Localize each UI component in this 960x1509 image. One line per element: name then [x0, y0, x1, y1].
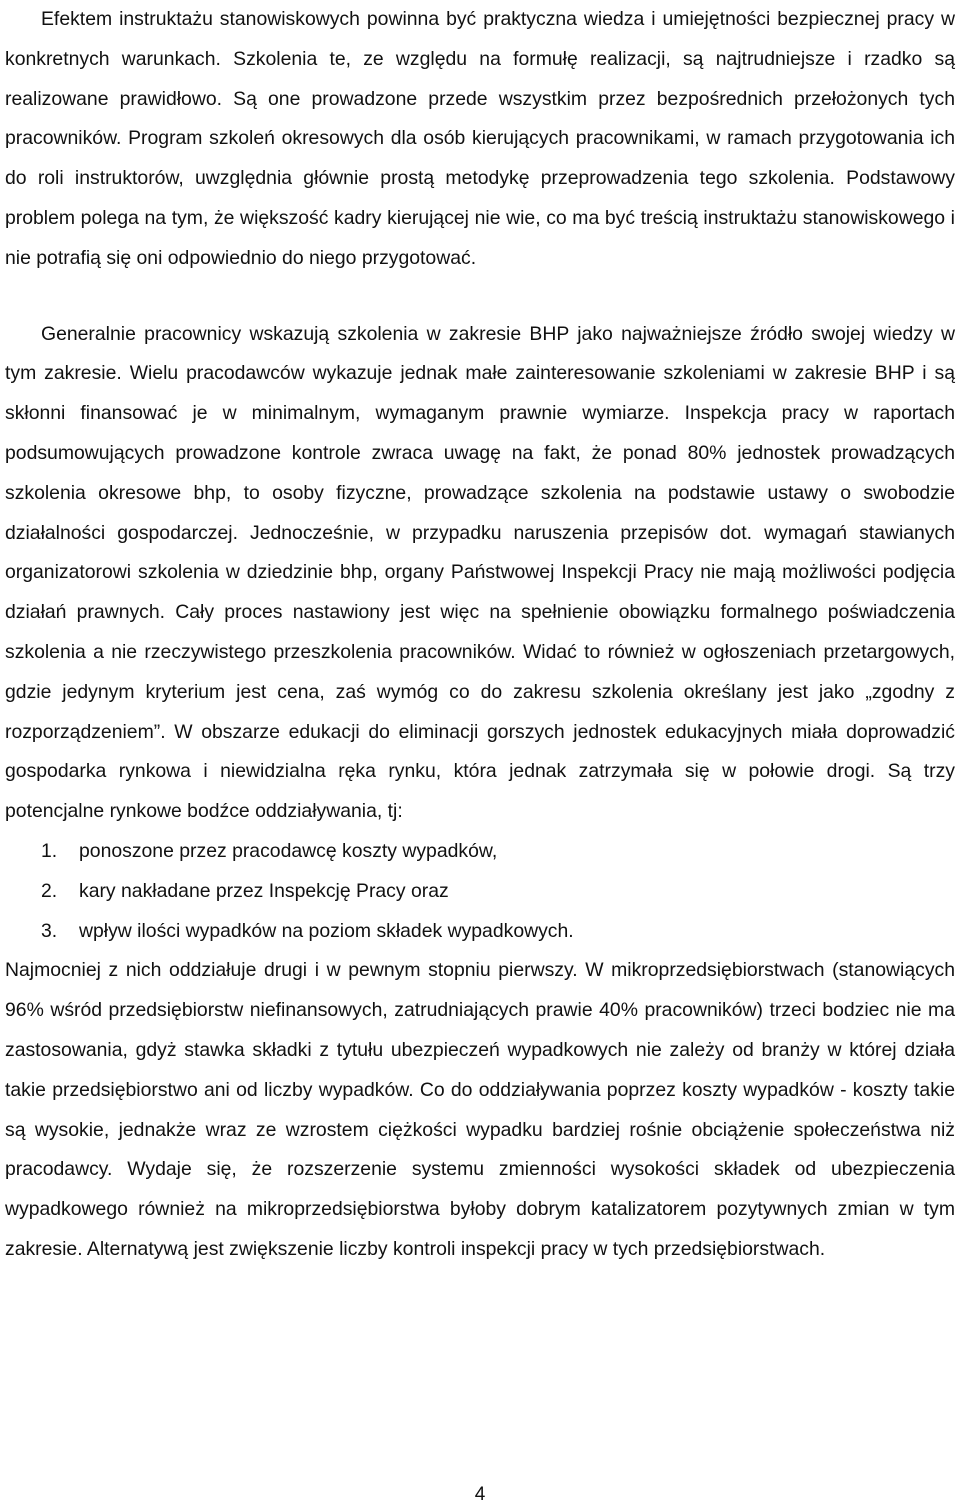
numbered-list [5, 832, 955, 951]
list-item-text: kary nakładane przez Inspekcję Pracy oraz [79, 879, 449, 902]
paragraph-1: Efektem instruktażu stanowiskowych powinna być praktyczna wiedza i umiejętności bezpiecznej pracy w konkretnych warunkach. Szkolenia te, ze względu na formułę realizacji, są najtrudniejsze i rzadko są realizowane prawidłowo. Są one prowadzone przede wszystkim przez bezpośrednich przełożonych tych pracowników. Program szkoleń okresowych dla osób kierujących pracownikami, w ramach przygotowania ich do roli instruktorów, uwzględnia głównie prostą metodykę przeprowadzenia tego szkolenia. Podstawowy problem polega na tym, że większość kadry kierującej nie wie, co ma być treścią instruktażu stanowiskowego i nie potrafią się oni odpowiednio do niego przygotować. [5, 8, 955, 269]
list-item-number: 2. [41, 879, 58, 902]
list-item [41, 832, 955, 872]
list-item [41, 872, 955, 912]
paragraph-3: Najmocniej z nich oddziałuje drugi i w pewnym stopniu pierwszy. W mikroprzedsiębiorstwach (stanowiących 96% wśród przedsiębiorstw niefinansowych, zatrudniających prawie 40% pracowników) trzeci bodziec nie ma zastosowania, gdyż stawka składki z tytułu ubezpieczeń wypadkowych nie zależy od branży w której działa takie przedsiębiorstwo ani od liczby wypadków. Co do oddziaływania poprzez koszty wypadków - koszty takie są wysokie, jednakże wraz ze wzrostem ciężkości wypadku bardziej rośnie obciążenie społeczeństwa niż pracodawcy. Wydaje się, że rozszerzenie systemu zmienności wysokości składek od ubezpieczenia wypadkowego również na mikroprzedsiębiorstwa byłoby dobrym katalizatorem pozytywnych zmian w tym zakresie. Alternatywą jest zwiększenie liczby kontroli inspekcji pracy w tych przedsiębiorstwach. [5, 959, 955, 1260]
list-item [41, 912, 955, 952]
list-item-text: wpływ ilości wypadków na poziom składek wypadkowych. [79, 919, 574, 942]
list-item-text: ponoszone przez pracodawcę koszty wypadków, [79, 839, 498, 862]
page-number: 4 [474, 1484, 486, 1505]
list-item-number: 3. [41, 919, 58, 942]
document-page [5, 0, 955, 1270]
paragraph-2: Generalnie pracownicy wskazują szkolenia w zakresie BHP jako najważniejsze źródło swojej wiedzy w tym zakresie. Wielu pracodawców wykazuje jednak małe zainteresowanie szkoleniami w zakresie BHP i są skłonni finansować je w minimalnym, wymaganym prawnie wymiarze. Inspekcja pracy w raportach podsumowujących prowadzone kontrole zwraca uwagę na fakt, że ponad 80% jednostek prowadzących szkolenia okresowe bhp, to osoby fizyczne, prowadzące szkolenia na podstawie ustawy o swobodzie działalności gospodarczej. Jednocześnie, w przypadku naruszenia przepisów dot. wymagań stawianych organizatorowi szkolenia w dziedzinie bhp, organy Państwowej Inspekcji Pracy nie mają możliwości podjęcia działań prawnych. Cały proces nastawiony jest więc na spełnienie obowiązku formalnego poświadczenia szkolenia a nie rzeczywistego przeszkolenia pracowników. Widać to również w ogłoszeniach przetargowych, gdzie jedynym kryterium jest cena, zaś wymóg co do zakresu szkolenia określany jest jako „zgodny z rozporządzeniem”. W obszarze edukacji do eliminacji gorszych jednostek edukacyjnych miała doprowadzić gospodarka rynkowa i niewidzialna ręka rynku, która jednak zatrzymała się w połowie drogi. Są trzy potencjalne rynkowe bodźce oddziaływania, tj: [5, 322, 955, 823]
list-item-number: 1. [41, 839, 58, 862]
